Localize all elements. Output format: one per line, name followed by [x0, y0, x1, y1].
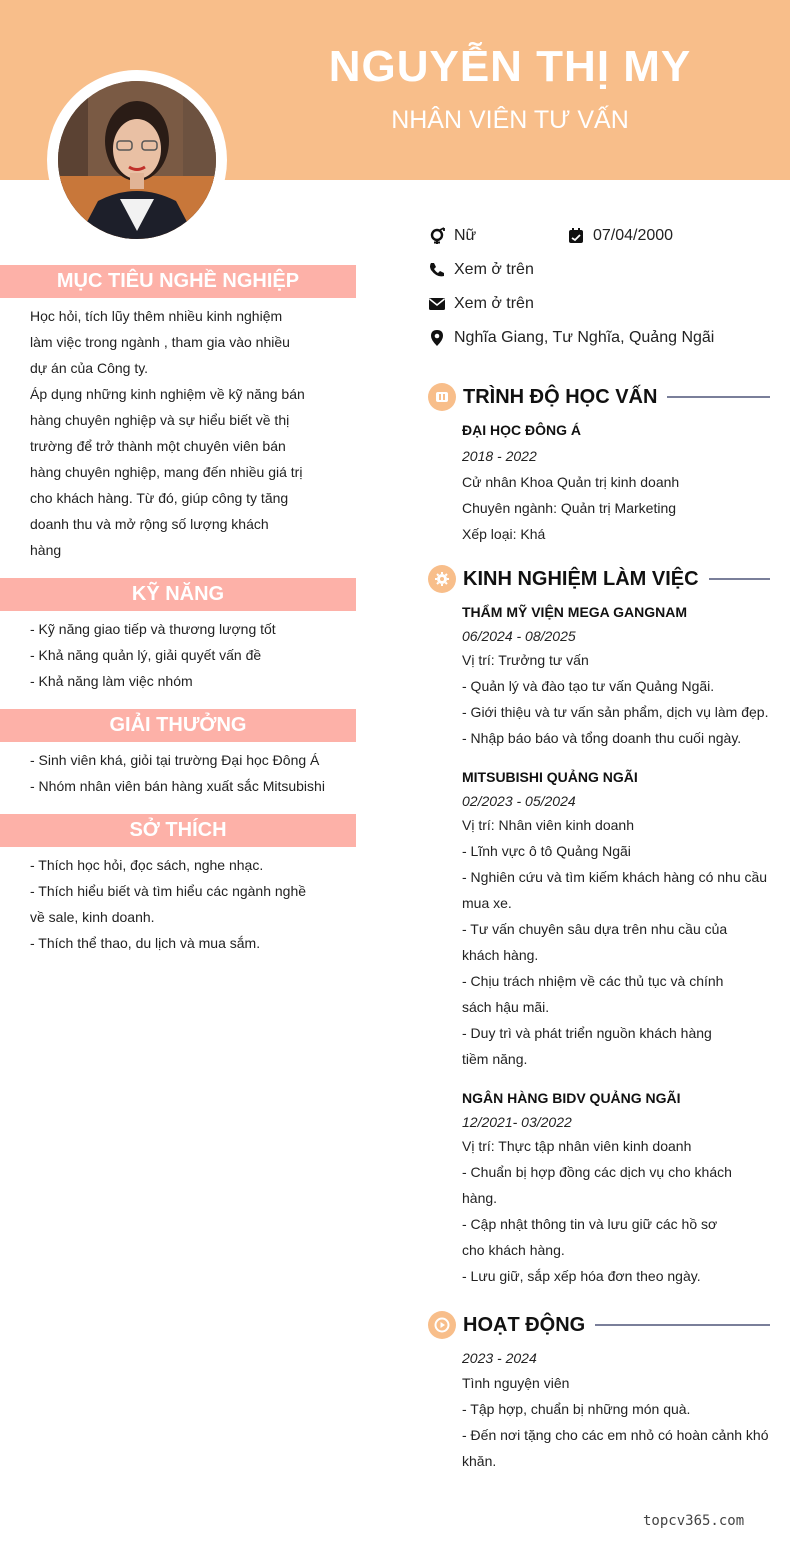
play-icon	[428, 1311, 456, 1339]
address-row	[428, 329, 714, 347]
skill-item: - Kỹ năng giao tiếp và thương lượng tốt	[30, 621, 276, 637]
experience-heading: KINH NGHIỆM LÀM VIỆC	[463, 567, 699, 590]
job-title: NHÂN VIÊN TƯ VẤN	[391, 106, 629, 134]
hobby-item: - Thích thể thao, du lịch và mua sắm.	[30, 935, 261, 951]
job-line: sách hậu mãi.	[462, 999, 550, 1015]
envelope-icon	[428, 295, 446, 313]
gender-value: Nữ	[454, 227, 477, 244]
education-icon	[428, 383, 456, 411]
skills-heading: KỸ NĂNG	[0, 578, 356, 611]
education-heading: TRÌNH ĐỘ HỌC VẤN	[463, 385, 658, 408]
education-header	[428, 383, 770, 411]
job-entry	[462, 764, 774, 1072]
job-line: mua xe.	[462, 895, 512, 911]
education-body	[462, 417, 774, 547]
gender-row	[428, 227, 476, 245]
objective-line: làm việc trong ngành , tham gia vào nhiều	[30, 334, 290, 350]
activity-line: - Đến nơi tặng cho các em nhỏ có hoàn cảnh khó	[462, 1427, 769, 1443]
address-value: Nghĩa Giang, Tư Nghĩa, Quảng Ngãi	[454, 329, 715, 346]
job-line: - Nghiên cứu và tìm kiếm khách hàng có nhu cầu	[462, 869, 768, 885]
skills-section	[0, 578, 356, 694]
objective-line: Học hỏi, tích lũy thêm nhiều kinh nghiệm	[30, 308, 283, 324]
hobby-item: về sale, kinh doanh.	[30, 909, 155, 925]
awards-heading: GIẢI THƯỞNG	[0, 709, 356, 742]
job-line: Vị trí: Nhân viên kinh doanh	[462, 817, 634, 833]
objective-line: hàng	[30, 542, 62, 558]
email-row	[428, 295, 534, 313]
job-line: - Cập nhật thông tin và lưu giữ các hồ sơ	[462, 1216, 718, 1232]
birthday-value: 07/04/2000	[593, 227, 674, 244]
company-name: NGÂN HÀNG BIDV QUẢNG NGÃI	[462, 1090, 681, 1106]
job-line: - Quản lý và đào tạo tư vấn Quảng Ngãi.	[462, 678, 715, 694]
avatar	[47, 70, 227, 250]
gear-icon	[428, 565, 456, 593]
education-period: 2018 - 2022	[462, 448, 537, 464]
objective-line: cho khách hàng. Từ đó, giúp công ty tăng	[30, 490, 289, 506]
job-line: - Tư vấn chuyên sâu dựa trên nhu cầu của	[462, 921, 728, 937]
activities-header	[428, 1311, 770, 1339]
objective-section	[0, 265, 356, 563]
objective-line: hàng chuyên nghiệp và sự hiểu biết về thị	[30, 412, 290, 428]
objective-line: dự án của Công ty.	[30, 360, 149, 376]
skill-item: - Khả năng quản lý, giải quyết vấn đề	[30, 647, 262, 663]
divider	[667, 396, 770, 398]
hobby-item: - Thích hiểu biết và tìm hiểu các ngành nghề	[30, 883, 307, 899]
job-entry	[462, 599, 774, 751]
activity-line: Tình nguyện viên	[462, 1375, 570, 1391]
candidate-name: NGUYỄN THỊ MY	[328, 42, 692, 91]
job-period: 06/2024 - 08/2025	[462, 628, 576, 644]
hobby-item: - Thích học hỏi, đọc sách, nghe nhạc.	[30, 857, 264, 873]
education-line: Chuyên ngành: Quản trị Marketing	[462, 500, 677, 516]
calendar-icon	[567, 227, 585, 245]
job-line: - Nhập báo báo và tổng doanh thu cuối ngày.	[462, 730, 742, 746]
divider	[595, 1324, 770, 1326]
award-item: - Sinh viên khá, giỏi tại trường Đại học Đông Á	[30, 752, 320, 768]
education-line: Xếp loại: Khá	[462, 526, 546, 542]
school-name: ĐẠI HỌC ĐÔNG Á	[462, 422, 581, 438]
job-period: 02/2023 - 05/2024	[462, 793, 576, 809]
job-line: Vị trí: Thực tập nhân viên kinh doanh	[462, 1138, 692, 1154]
job-line: - Chịu trách nhiệm về các thủ tục và chính	[462, 973, 724, 989]
objective-line: hàng chuyên nghiệp, mang đến nhiều giá trị	[30, 464, 303, 480]
activities-body	[462, 1346, 774, 1474]
activity-period: 2023 - 2024	[462, 1350, 537, 1366]
activity-line: khăn.	[462, 1453, 497, 1469]
hobbies-section	[0, 814, 356, 956]
job-period: 12/2021- 03/2022	[462, 1114, 572, 1130]
portrait-illustration	[58, 81, 216, 239]
birthday-row	[567, 227, 673, 245]
divider	[709, 578, 770, 580]
objective-heading: MỤC TIÊU NGHỀ NGHIỆP	[0, 265, 356, 298]
awards-section	[0, 709, 356, 799]
skill-item: - Khả năng làm việc nhóm	[30, 673, 193, 689]
job-line: - Lưu giữ, sắp xếp hóa đơn theo ngày.	[462, 1268, 701, 1284]
job-line: hàng.	[462, 1190, 498, 1206]
job-line: tiềm năng.	[462, 1051, 528, 1067]
job-line: Vị trí: Trưởng tư vấn	[462, 652, 589, 668]
job-line: - Duy trì và phát triển nguồn khách hàng	[462, 1025, 712, 1041]
profile-photo	[58, 81, 216, 239]
location-pin-icon	[428, 329, 446, 347]
phone-row	[428, 261, 534, 279]
activity-line: - Tập hợp, chuẩn bị những món quà.	[462, 1401, 691, 1417]
phone-value: Xem ở trên	[454, 261, 534, 278]
job-line: khách hàng.	[462, 947, 539, 963]
watermark: topcv365.com	[643, 1513, 745, 1529]
company-name: THẨM MỸ VIỆN MEGA GANGNAM	[462, 604, 688, 620]
education-line: Cử nhân Khoa Quản trị kinh doanh	[462, 474, 680, 490]
job-line: cho khách hàng.	[462, 1242, 565, 1258]
hobbies-heading: SỞ THÍCH	[0, 814, 356, 847]
objective-line: doanh thu và mở rộng số lượng khách	[30, 516, 269, 532]
objective-line: Áp dụng những kinh nghiệm về kỹ năng bán	[30, 386, 305, 402]
email-value: Xem ở trên	[454, 295, 534, 312]
activities-heading: HOẠT ĐỘNG	[463, 1313, 586, 1336]
gender-icon	[428, 227, 446, 245]
job-line: - Lĩnh vực ô tô Quảng Ngãi	[462, 843, 631, 859]
phone-icon	[428, 261, 446, 279]
experience-header	[428, 565, 770, 593]
job-line: - Giới thiệu và tư vấn sản phẩm, dịch vụ làm đẹp.	[462, 704, 769, 720]
objective-line: trường để trở thành một chuyên viên bán	[30, 438, 286, 454]
job-line: - Chuẩn bị hợp đồng các dịch vụ cho khách	[462, 1164, 732, 1180]
job-entry	[462, 1085, 774, 1289]
award-item: - Nhóm nhân viên bán hàng xuất sắc Mitsubishi	[30, 778, 325, 794]
company-name: MITSUBISHI QUẢNG NGÃI	[462, 769, 638, 785]
